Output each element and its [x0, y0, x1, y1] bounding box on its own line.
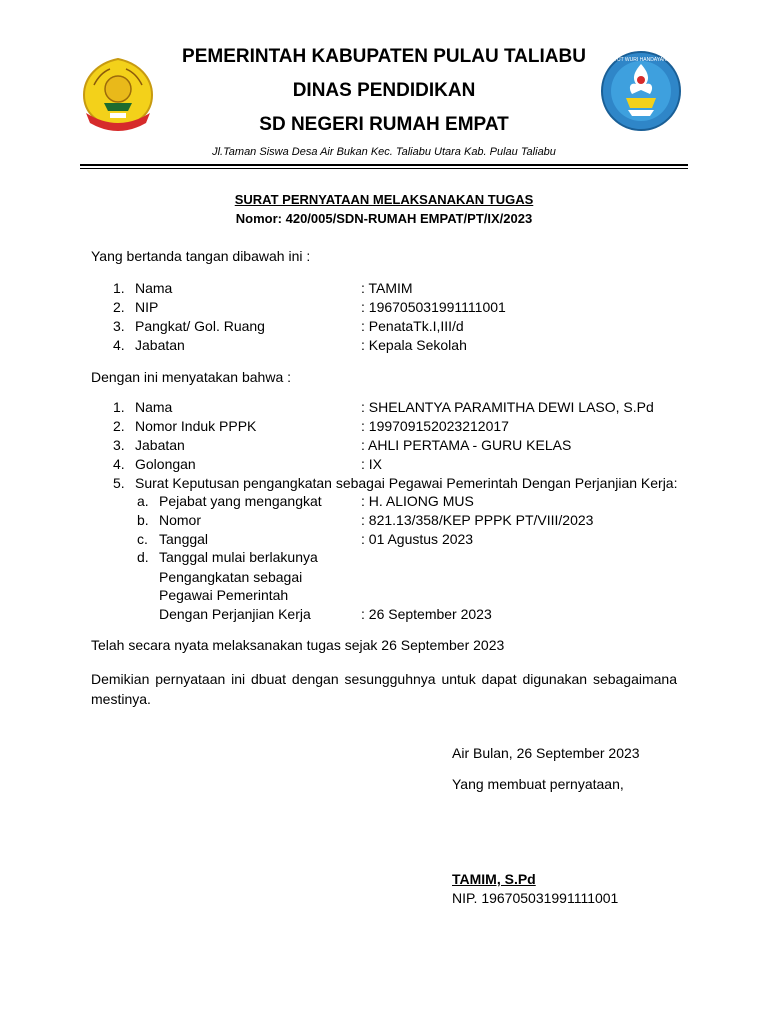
signer-nip: NIP. 196705031991111001	[452, 890, 619, 906]
employee-row	[113, 418, 673, 437]
signer-role: Yang membuat pernyataan,	[452, 776, 624, 792]
document-title: SURAT PERNYATAAN MELAKSANAKAN TUGAS	[234, 192, 534, 207]
subitem-label: Pejabat yang mengangkat	[159, 493, 322, 509]
header-divider-thin	[80, 168, 688, 169]
row-number: 1.	[113, 399, 125, 415]
subitem-letter: b.	[137, 512, 149, 528]
confirmation-text: Telah secara nyata melaksanakan tugas sejak 26 September 2023	[91, 637, 505, 653]
closing-text: Demikian pernyataan ini dbuat dengan sesungguhnya untuk dapat digunakan sebagaimana mestinya.	[91, 671, 677, 707]
row-value: : AHLI PERTAMA - GURU KELAS	[361, 437, 572, 453]
row-number: 2.	[113, 418, 125, 434]
decree-subitem-row	[137, 549, 677, 568]
decree-subitem-row	[137, 493, 677, 512]
subitem-label: Pegawai Pemerintah	[159, 587, 289, 603]
row-value: : Kepala Sekolah	[361, 337, 467, 353]
row-value: : 199709152023212017	[361, 418, 509, 434]
row-label: Jabatan	[135, 437, 185, 453]
subitem-letter: a.	[137, 493, 149, 509]
row-label: Nama	[135, 280, 173, 296]
place-date: Air Bulan, 26 September 2023	[452, 745, 640, 761]
row-value: : TAMIM	[361, 280, 413, 296]
row-number: 5.	[113, 475, 125, 491]
subitem-letter: c.	[137, 531, 148, 547]
subitem-label: Tanggal mulai berlakunya	[159, 549, 318, 565]
row-label: Pangkat/ Gol. Ruang	[135, 318, 265, 334]
decree-subitem-continuation	[137, 606, 677, 625]
header-divider-thick	[80, 164, 688, 166]
signer-row	[113, 299, 673, 318]
row-label: NIP	[135, 299, 159, 315]
row-value: : PenataTk.I,III/d	[361, 318, 464, 334]
decree-subitem-continuation	[137, 587, 677, 606]
subitem-label: Nomor	[159, 512, 202, 528]
row-label: Nama	[135, 399, 173, 415]
header-address: Jl.Taman Siswa Desa Air Bukan Kec. Taliabu Utara Kab. Pulau Taliabu	[212, 146, 556, 158]
header-school: SD NEGERI RUMAH EMPAT	[259, 114, 509, 135]
row-label: Nomor Induk PPPK	[135, 418, 257, 434]
row-number: 4.	[113, 456, 125, 472]
row-label: Jabatan	[135, 337, 185, 353]
subitem-value: : H. ALIONG MUS	[361, 493, 474, 509]
row-value: : 196705031991111001	[361, 299, 506, 315]
signer-row	[113, 318, 673, 337]
row-label: Surat Keputusan pengangkatan sebagai Pegawai Pemerintah Dengan Perjanjian Kerja:	[135, 475, 678, 491]
header-department: DINAS PENDIDIKAN	[292, 80, 476, 101]
decree-subitem-row	[137, 531, 677, 550]
signer-row	[113, 337, 673, 356]
subitem-label: Pengangkatan sebagai	[159, 569, 303, 585]
row-value: : IX	[361, 456, 383, 472]
subitem-value: : 01 Agustus 2023	[361, 531, 474, 547]
row-number: 3.	[113, 437, 125, 453]
row-number: 1.	[113, 280, 125, 296]
signer-row	[113, 280, 673, 299]
document-number: Nomor: 420/005/SDN-RUMAH EMPAT/PT/IX/2023	[235, 211, 533, 226]
row-label: Golongan	[135, 456, 196, 472]
header-government: PEMERINTAH KABUPATEN PULAU TALIABU	[182, 46, 586, 67]
row-value: : SHELANTYA PARAMITHA DEWI LASO, S.Pd	[361, 399, 654, 415]
row-number: 4.	[113, 337, 125, 353]
subitem-value: : 26 September 2023	[361, 606, 492, 622]
logo-motto-text: TUT WURI HANDAYANI	[613, 57, 669, 63]
decree-subitem-row	[137, 512, 677, 531]
row-number: 3.	[113, 318, 125, 334]
subitem-letter: d.	[137, 549, 149, 565]
intro-text: Yang bertanda tangan dibawah ini :	[91, 248, 311, 264]
employee-row	[113, 399, 673, 418]
employee-row	[113, 437, 673, 456]
decree-row	[113, 475, 683, 494]
subitem-value: : 821.13/358/KEP PPPK PT/VIII/2023	[361, 512, 594, 528]
signer-name: TAMIM, S.Pd	[452, 871, 536, 887]
subitem-label: Tanggal	[159, 531, 209, 547]
decree-subitem-continuation	[137, 569, 677, 588]
row-number: 2.	[113, 299, 125, 315]
statement-text: Dengan ini menyatakan bahwa :	[91, 369, 292, 385]
subitem-label: Dengan Perjanjian Kerja	[159, 606, 311, 622]
employee-row	[113, 456, 673, 475]
